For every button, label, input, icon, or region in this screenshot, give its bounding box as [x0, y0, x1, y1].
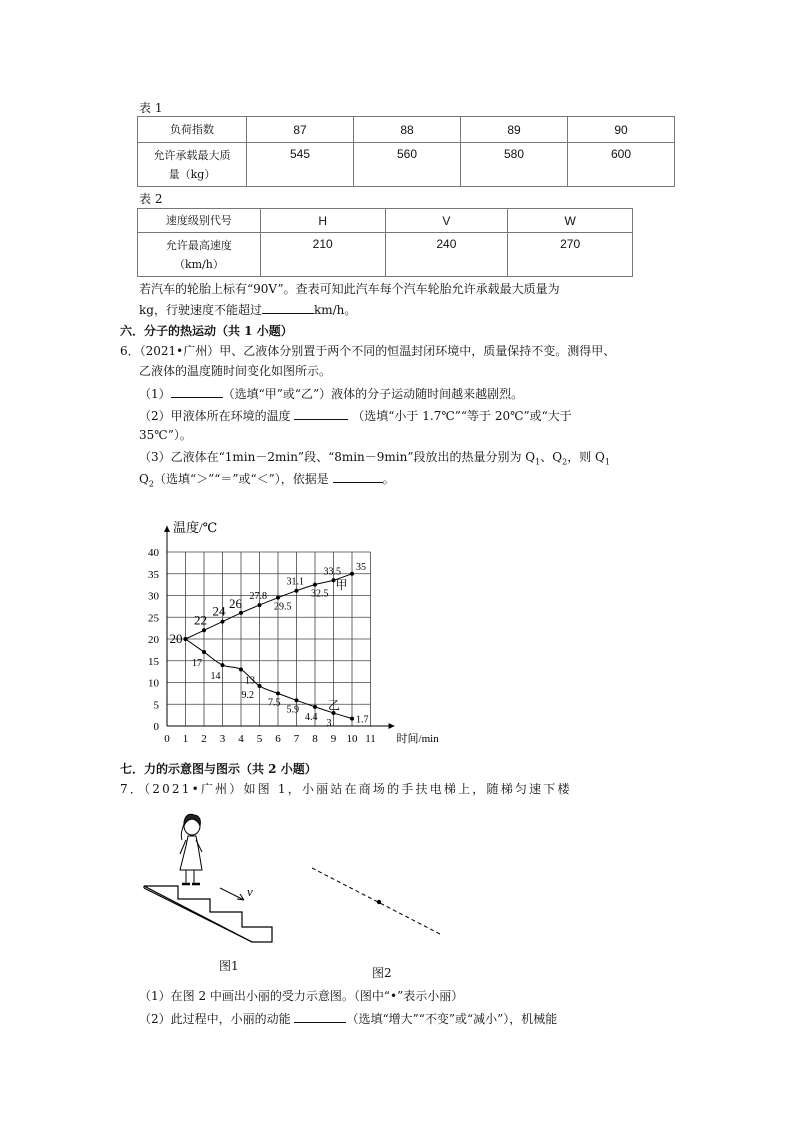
figure1-escalator — [140, 810, 280, 950]
data-label: 26 — [229, 595, 242, 611]
y-tick-label: 20 — [148, 634, 159, 646]
table1-cell: 89 — [461, 117, 568, 143]
data-point — [295, 589, 299, 593]
data-point — [202, 650, 206, 654]
data-label: 31.1 — [286, 576, 304, 588]
x-tick-label: 6 — [275, 733, 281, 745]
table2-cell: W — [508, 209, 633, 233]
data-label: 20 — [169, 631, 183, 646]
y-tick-label: 5 — [153, 699, 159, 712]
q7-part2: （2）此过程中，小丽的动能 （选填“增大”“不变”或“减小”），机械能 — [139, 1012, 558, 1026]
data-point — [350, 717, 354, 721]
table2-cell: H — [260, 209, 385, 233]
data-point — [202, 628, 206, 632]
x-axis-arrow — [389, 723, 395, 729]
section7-heading: 七．力的示意图与图示（共 2 小题） — [120, 762, 317, 776]
velocity-label: v — [247, 884, 253, 899]
figure1-label: 图1 — [219, 959, 239, 973]
data-label: 7.5 — [268, 697, 281, 709]
y-tick-label: 35 — [148, 568, 159, 581]
data-label: 9.2 — [241, 689, 254, 701]
table1-cell: 90 — [568, 117, 675, 143]
answer-blank[interactable] — [333, 470, 383, 483]
q6-part3-line2: $Q_2$（选填“＞”“＝”或“＜”），依据是 。 — [139, 472, 395, 489]
table1-cell: 545 — [247, 143, 354, 187]
data-point — [276, 596, 280, 600]
y-tick-label: 30 — [148, 590, 159, 603]
table1-caption: 表 1 — [139, 101, 163, 115]
y-tick-label: 15 — [148, 655, 159, 668]
data-label: 33.5 — [323, 566, 341, 578]
q6-part2: （2）甲液体所在环境的温度 （选填“小于 1.7℃”“等于 20℃”或“大于 — [139, 409, 572, 423]
escalator-stairs — [144, 886, 272, 942]
x-tick-label: 9 — [330, 733, 337, 745]
q5-line1: 若汽车的轮胎上标有“90V”。查表可知此汽车每个汽车轮胎允许承载最大质量为 — [139, 282, 560, 296]
table1-cell: 580 — [461, 143, 568, 187]
table2-cell: 210 — [260, 233, 385, 277]
data-label: 13 — [245, 675, 255, 687]
data-label: 4.4 — [305, 711, 318, 723]
table2-row2-header: 允许最高速度 （km/h） — [138, 233, 261, 277]
q5-line2: kg，行驶速度不能超过 km/h。 — [139, 303, 357, 317]
q6-line1: 6．（2021•广州）甲、乙液体分别置于两个不同的恒温封闭环境中，质量保持不变。测得甲、 — [120, 344, 616, 358]
q7-part1: （1）在图 2 中画出小丽的受力示意图。（图中“•”表示小丽） — [139, 989, 464, 1003]
x-tick-label: 0 — [164, 733, 170, 745]
table1-row1-header: 负荷指数 — [138, 117, 247, 143]
figure2-slope — [312, 868, 440, 934]
q6-part1: （1） （选填“甲”或“乙”）液体的分子运动随时间越来越剧烈。 — [139, 387, 524, 401]
data-point — [276, 691, 280, 695]
data-point — [313, 583, 317, 587]
answer-blank[interactable] — [294, 407, 348, 420]
y-tick-label: 10 — [148, 677, 159, 690]
y-tick-label: 40 — [148, 547, 159, 559]
data-point — [221, 663, 225, 667]
x-tick-label: 7 — [293, 733, 300, 745]
table1-row2-header: 允许承载最大质 量（kg） — [138, 143, 247, 187]
data-point — [258, 603, 262, 607]
data-label: 1.7 — [356, 714, 369, 726]
data-label: 24 — [212, 603, 226, 619]
q6-line2: 乙液体的温度随时间变化如图所示。 — [139, 364, 332, 378]
section6-heading: 六．分子的热运动（共 1 小题） — [120, 324, 293, 338]
table2-cell: 240 — [385, 233, 508, 277]
data-point — [221, 620, 225, 624]
table1-cell: 600 — [568, 143, 675, 187]
answer-blank[interactable] — [294, 1010, 346, 1023]
x-tick-label: 10 — [346, 733, 358, 745]
data-label: 5.9 — [286, 704, 299, 716]
data-label: 22 — [194, 612, 207, 628]
y-axis-arrow — [164, 526, 170, 532]
answer-blank[interactable] — [171, 385, 223, 398]
answer-blank[interactable] — [262, 301, 314, 314]
data-label: 3 — [326, 717, 332, 729]
table1-cell: 88 — [354, 117, 461, 143]
figure2-label: 图2 — [372, 966, 392, 980]
x-tick-label: 1 — [182, 733, 189, 745]
table2-cell: V — [385, 209, 508, 233]
table2-row1-header: 速度级别代号 — [138, 209, 261, 233]
table1 — [137, 116, 675, 187]
figure2-dot — [377, 900, 381, 904]
y-tick-label: 0 — [153, 721, 159, 733]
series-line-jia — [186, 574, 353, 639]
x-tick-label: 3 — [219, 733, 226, 745]
data-label: 14 — [210, 671, 221, 683]
y-axis-label: 温度/℃ — [173, 519, 218, 535]
x-tick-label: 11 — [365, 733, 376, 745]
x-tick-label: 2 — [201, 733, 207, 745]
x-tick-label: 8 — [312, 733, 318, 745]
data-label: 32.5 — [311, 588, 329, 600]
q7-line1: 7．（2021•广州）如图 1，小丽站在商场的手扶电梯上，随梯匀速下楼 — [120, 782, 572, 796]
series-name-yi: 乙 — [327, 698, 340, 713]
x-tick-label: 5 — [256, 733, 263, 745]
y-tick-label: 25 — [148, 612, 159, 625]
data-label: 35 — [356, 561, 366, 573]
data-label: 17 — [192, 658, 202, 670]
data-point — [350, 572, 354, 576]
temperature-chart — [130, 510, 480, 750]
figure2-diagram — [300, 860, 450, 940]
table2-caption: 表 2 — [139, 192, 163, 206]
table2-cell: 270 — [508, 233, 633, 277]
table1-cell: 560 — [354, 143, 461, 187]
data-label: 27.8 — [249, 591, 267, 603]
data-point — [239, 667, 243, 671]
table1-cell: 87 — [247, 117, 354, 143]
x-axis-label: 时间/min — [396, 733, 439, 745]
data-point — [239, 611, 243, 615]
data-point — [295, 698, 299, 702]
series-name-jia: 甲 — [335, 577, 348, 592]
q6-part3: （3）乙液体在“1min－2min”段、“8min－9min”段放出的热量分别为 $Q_1$、$Q_2$，则 $Q_1$ — [139, 450, 610, 467]
data-point — [258, 684, 262, 688]
x-tick-label: 4 — [238, 733, 244, 745]
data-point — [313, 705, 317, 709]
data-point — [184, 637, 188, 641]
q6-part2-line2: 35℃”）。 — [139, 428, 192, 442]
girl-figure — [180, 814, 202, 884]
data-label: 29.5 — [274, 601, 292, 613]
table2 — [137, 208, 633, 277]
